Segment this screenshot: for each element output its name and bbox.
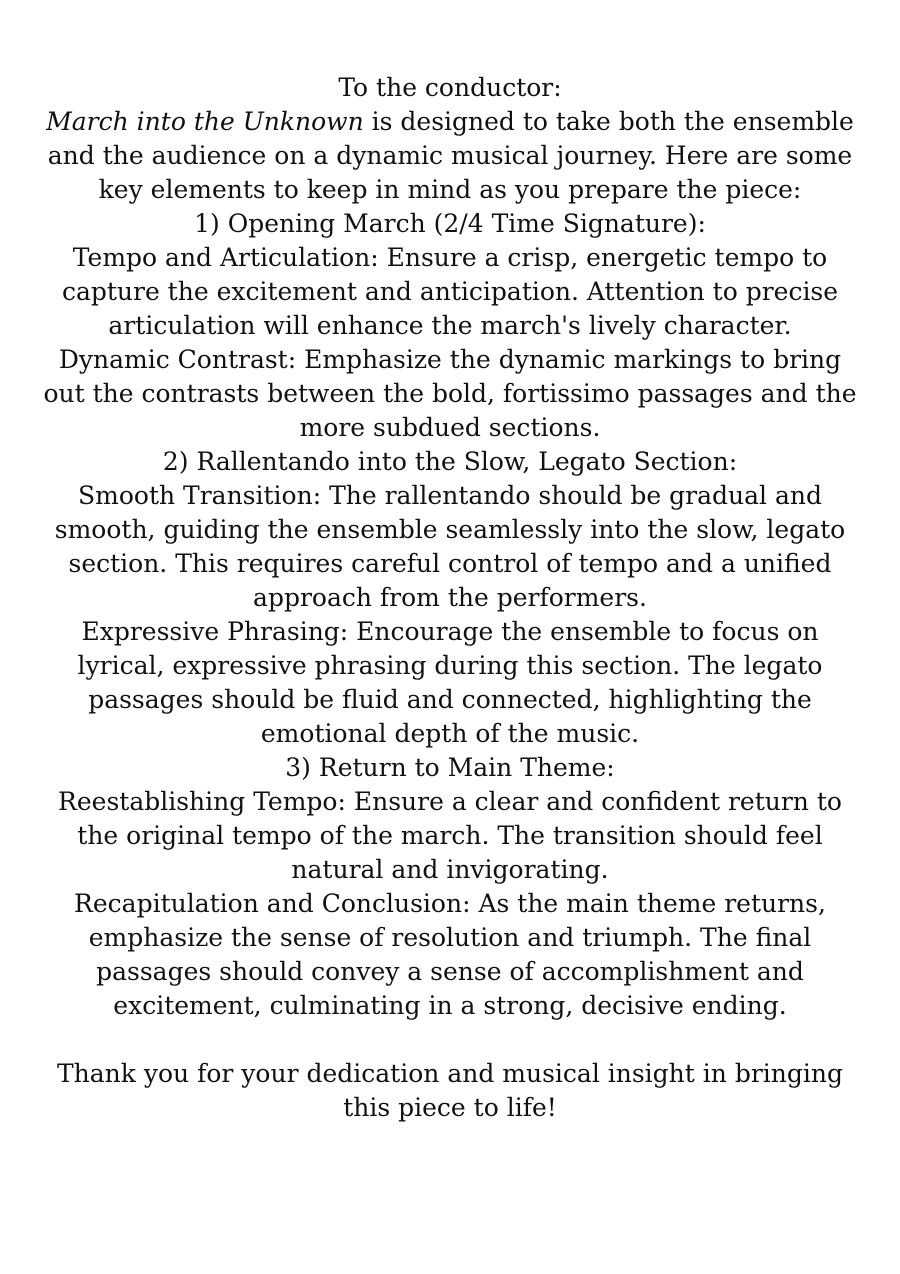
- section-point: Dynamic Contrast: Emphasize the dynamic markings to bring out the contrasts between the bold, fortissimo passages and the more subdued sections.: [43, 345, 857, 442]
- section-heading: 3) Return to Main Theme:: [285, 753, 615, 782]
- piece-title: March into the Unknown: [46, 107, 364, 136]
- section-point: Reestablishing Tempo: Ensure a clear and confident return to the original tempo of the march. The transition should feel natural and invigorating.: [58, 787, 842, 884]
- closing-note: Thank you for your dedication and musical insight in bringing this piece to life!: [57, 1059, 843, 1122]
- section-point: Recapitulation and Conclusion: As the main theme returns, emphasize the sense of resolution and triumph. The final passages should convey a sense of accomplishment and excitement, culminating in a strong, decisive ending.: [74, 889, 826, 1020]
- intro-paragraph: [40, 105, 860, 207]
- section-point: Smooth Transition: The rallentando should be gradual and smooth, guiding the ensemble seamlessly into the slow, legato section. This requires careful control of tempo and a unified approach from the performers.: [54, 481, 846, 612]
- section-heading: 2) Rallentando into the Slow, Legato Section:: [162, 447, 738, 476]
- section-point: Tempo and Articulation: Ensure a crisp, energetic tempo to capture the excitement and anticipation. Attention to precise articulation will enhance the march's lively character.: [61, 243, 839, 340]
- salutation: To the conductor:: [338, 73, 562, 102]
- intro-text: is designed to take both the ensemble and the audience on a dynamic musical journey. Here are some key elements to keep in mind as you prepare the piece:: [47, 107, 854, 204]
- section-heading: 1) Opening March (2/4 Time Signature):: [194, 209, 706, 238]
- paragraph-spacer: [40, 1023, 860, 1057]
- letter-body: [40, 71, 860, 1125]
- section-point: Expressive Phrasing: Encourage the ensemble to focus on lyrical, expressive phrasing during this section. The legato passages should be fluid and connected, highlighting the emotional depth of the music.: [77, 617, 823, 748]
